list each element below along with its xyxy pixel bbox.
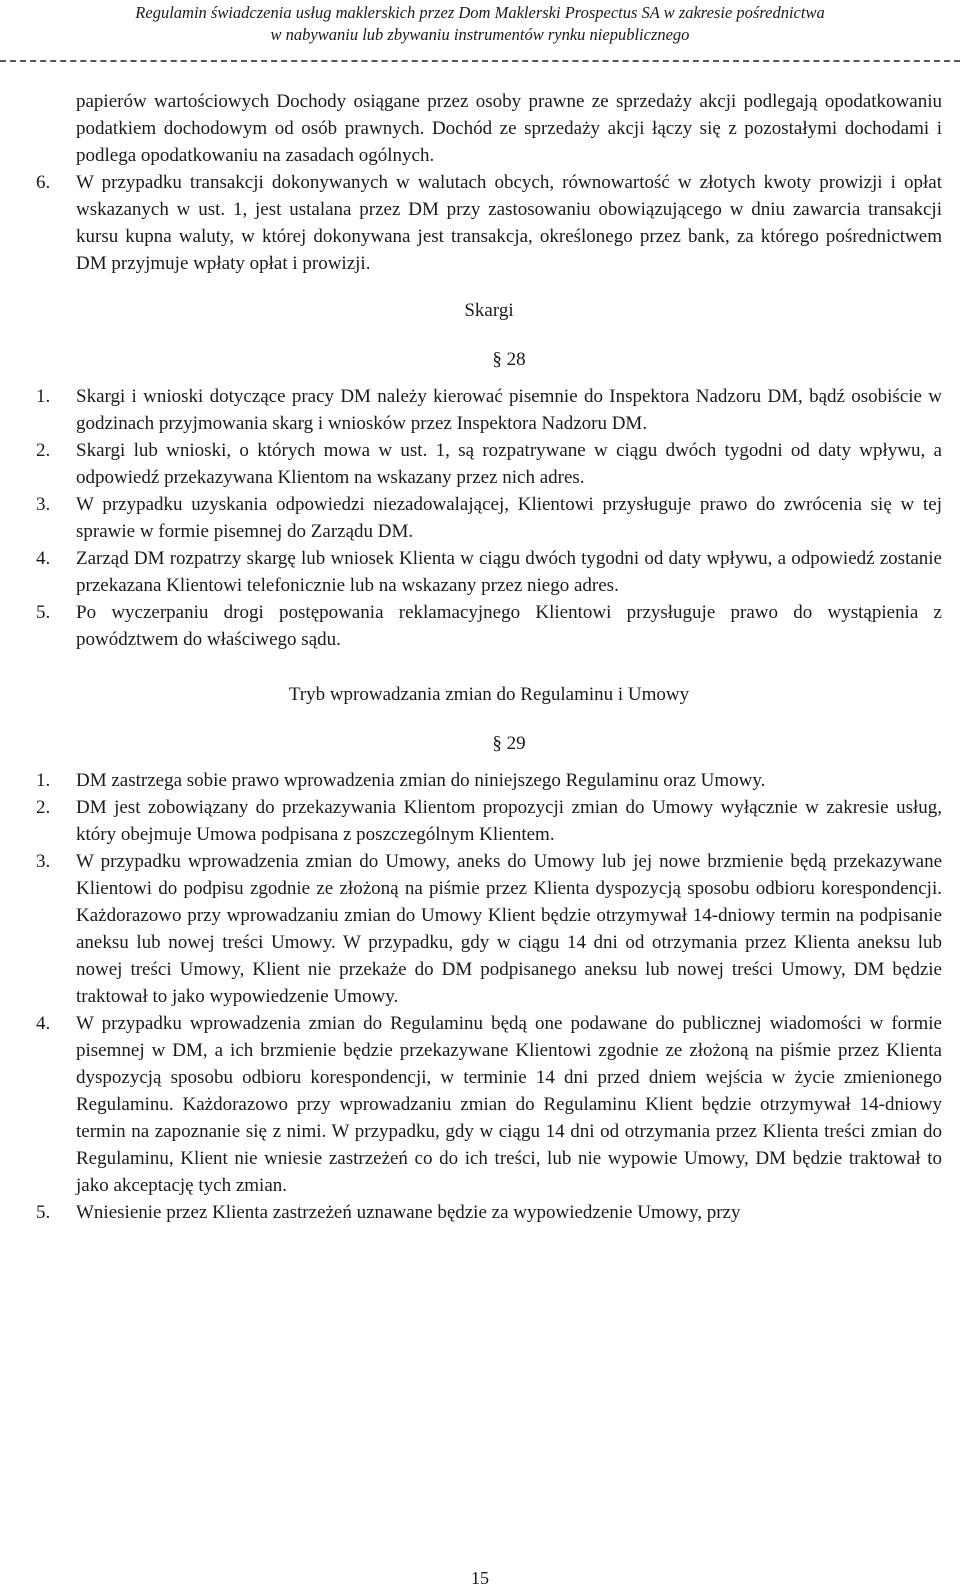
list-item-number: 2. [36, 440, 51, 461]
list-item-number: 6. [36, 172, 51, 193]
list-item-number: 4. [36, 548, 51, 569]
list-item-text: W przypadku wprowadzenia zmian do Umowy, aneks do Umowy lub jej nowe brzmienie będą przekazywane Klientowi do podpisu zgodnie ze złożoną na piśmie przez Klienta dyspozycją sposobu odbioru korespondencji. Każdorazowo przy wprowadzaniu zmian do Umowy Klient będzie otrzymywał 14-dniowy termin na podpisanie aneksu lub nowej treści Umowy. W przypadku, gdy w ciągu 14 dni od otrzymania przez Klienta aneksu lub nowej treści Umowy, Klient nie przekaże do DM podpisanego aneksu lub nowej treści Umowy, DM będzie traktował to jako wypowiedzenie Umowy. [76, 851, 942, 1007]
list-item-number: 1. [36, 386, 51, 407]
header-divider [0, 60, 960, 62]
list-item-text: W przypadku wprowadzenia zmian do Regulaminu będą one podawane do publicznej wiadomości w formie pisemnej w DM, a ich brzmienie będzie przekazywane Klientowi zgodnie ze złożoną na piśmie przez Klienta dyspozycją sposobu odbioru korespondencji, w terminie 14 dni przed dniem wejścia w życie zmienionego Regulaminu. Każdorazowo przy wprowadzaniu zmian do Regulaminu Klient będzie otrzymywał 14-dniowy termin na zapoznanie się z nimi. W przypadku, gdy w ciągu 14 dni od otrzymania przez Klienta treści zmian do Regulaminu, Klient nie wniesie zastrzeżeń co do ich treści, lub nie wypowie Umowy, DM będzie traktował to jako akceptację tych zmian. [76, 1013, 942, 1196]
list-item-text: DM zastrzega sobie prawo wprowadzenia zmian do niniejszego Regulaminu oraz Umowy. [76, 770, 766, 791]
section-28-list [36, 383, 942, 653]
list-item-number: 3. [36, 851, 51, 872]
list-item-number: 3. [36, 494, 51, 515]
list-item-number: 2. [36, 797, 51, 818]
list-item-text: Skargi i wnioski dotyczące pracy DM należy kierować pisemnie do Inspektora Nadzoru DM, bądź osobiście w godzinach przyjmowania skarg i wniosków przez Inspektora Nadzoru DM. [76, 386, 942, 434]
list-item-text: Wniesienie przez Klienta zastrzeżeń uznawane będzie za wypowiedzenie Umowy, przy [76, 1202, 741, 1223]
list-item [36, 437, 942, 491]
list-item [36, 599, 942, 653]
list-item-text: Zarząd DM rozpatrzy skargę lub wniosek Klienta w ciągu dwóch tygodni od daty wpływu, a odpowiedź zostanie przekazana Klientowi telefonicznie lub na wskazany przez niego adres. [76, 548, 942, 596]
list-item-text: Po wyczerpaniu drogi postępowania reklamacyjnego Klientowi przysługuje prawo do wystąpienia z powództwem do właściwego sądu. [76, 602, 942, 650]
paragraph-continuation: papierów wartościowych Dochody osiągane przez osoby prawne ze sprzedaży akcji podlegają opodatkowaniu podatkiem dochodowym od osób prawnych. Dochód ze sprzedaży akcji łączy się z pozostałymi dochodami i podlega opodatkowaniu na zasadach ogólnych. [76, 91, 942, 166]
section-29-list [36, 767, 942, 1226]
section-29-symbol: § 29 [492, 733, 526, 754]
list-item [36, 383, 942, 437]
header-line-1: Regulamin świadczenia usług maklerskich przez Dom Maklerski Prospectus SA w zakresie pośrednictwa [135, 3, 825, 22]
list-item [36, 1199, 942, 1226]
list-item-number: 4. [36, 1013, 51, 1034]
page-number: 15 [471, 1568, 489, 1588]
list-item [36, 1010, 942, 1199]
list-item-text: Skargi lub wnioski, o których mowa w ust. 1, są rozpatrywane w ciągu dwóch tygodni od daty wpływu, a odpowiedź przekazywana Klientom na wskazany przez nich adres. [76, 440, 942, 488]
list-item-number: 1. [36, 770, 51, 791]
header-line-2: w nabywaniu lub zbywaniu instrumentów rynku niepublicznego [270, 25, 690, 44]
list-item-number: 5. [36, 602, 51, 623]
document-body [36, 88, 942, 1226]
section-28-symbol: § 28 [492, 349, 526, 370]
list-item-text: W przypadku uzyskania odpowiedzi niezadowalającej, Klientowi przysługuje prawo do zwrócenia się w tej sprawie w formie pisemnej do Zarządu DM. [76, 494, 942, 542]
list-item [36, 767, 942, 794]
list-item [36, 169, 942, 277]
list-item [36, 545, 942, 599]
page-header [0, 0, 960, 46]
list-item [36, 848, 942, 1010]
list-item [36, 491, 942, 545]
list-item-text: DM jest zobowiązany do przekazywania Klientom propozycji zmian do Umowy wyłącznie w zakresie usług, który obejmuje Umowa podpisana z poszczególnym Klientem. [76, 797, 942, 845]
section-29-title: Tryb wprowadzania zmian do Regulaminu i Umowy [288, 684, 690, 705]
section-28-title: Skargi [464, 300, 514, 321]
list-item [36, 794, 942, 848]
list-item-text: W przypadku transakcji dokonywanych w walutach obcych, równowartość w złotych kwoty prowizji i opłat wskazanych w ust. 1, jest ustalana przez DM przy zastosowaniu obowiązującego w dniu zawarcia transakcji kursu kupna waluty, w której dokonywana jest transakcja, określonego przez bank, za którego pośrednictwem DM przyjmuje wpłaty opłat i prowizji. [76, 172, 942, 274]
list-item-number: 5. [36, 1202, 51, 1223]
